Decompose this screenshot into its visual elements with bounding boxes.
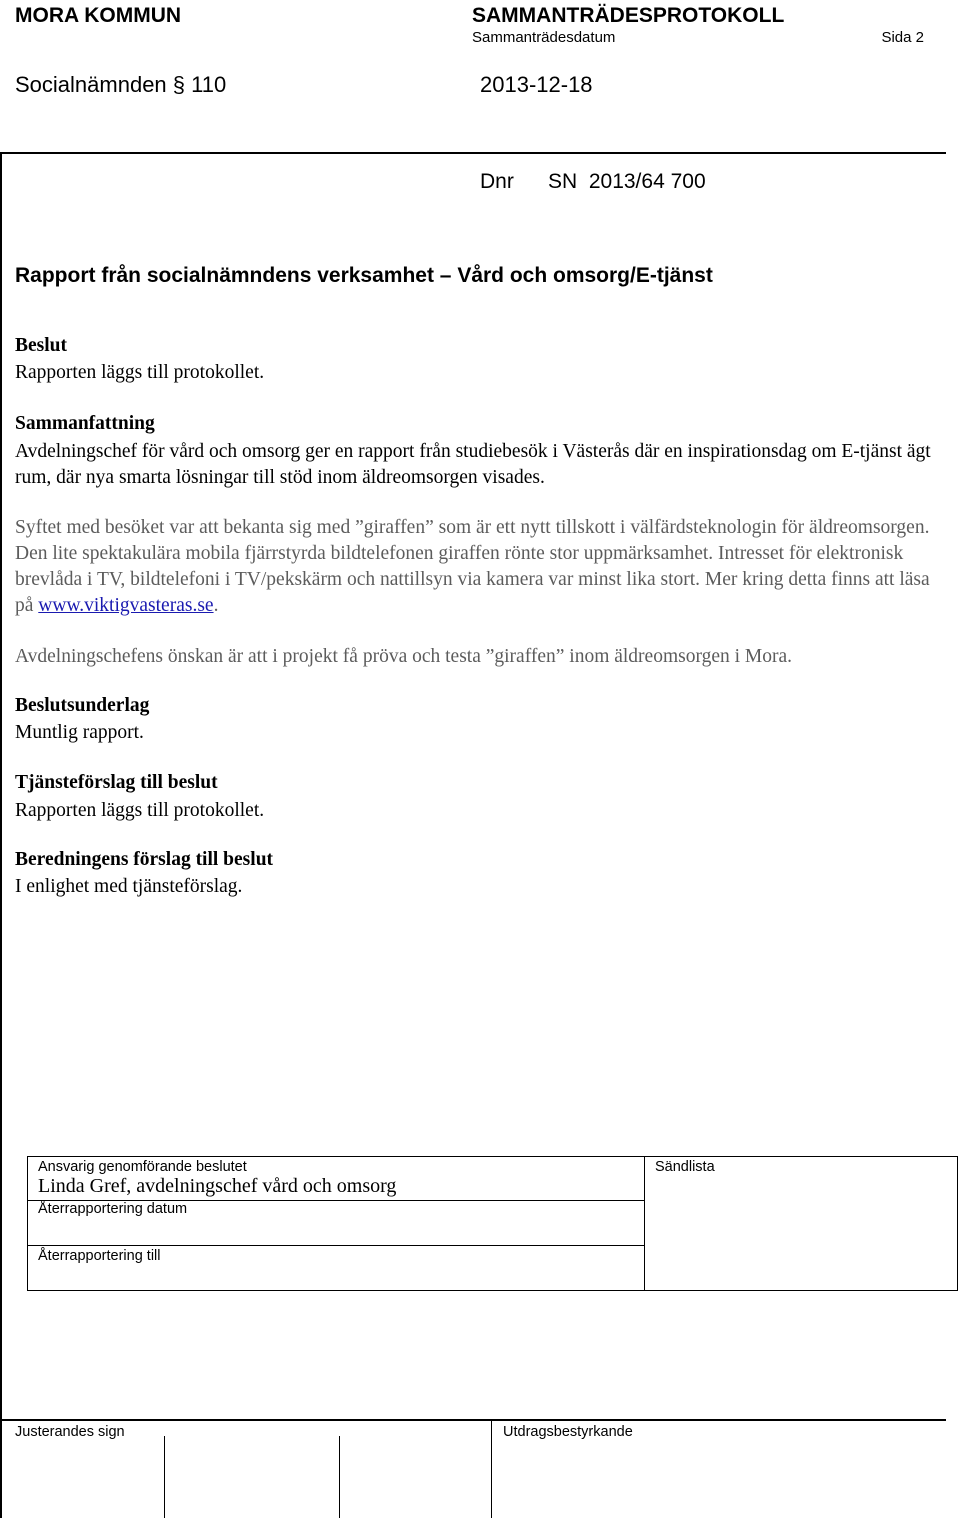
sandlista-label: Sändlista bbox=[655, 1159, 715, 1175]
syfte-paragraph bbox=[15, 515, 935, 619]
document-type: SAMMANTRÄDESPROTOKOLL bbox=[472, 4, 785, 27]
municipality-name: MORA KOMMUN bbox=[15, 4, 182, 27]
responsibility-table bbox=[27, 1156, 958, 1291]
sandlista-cell bbox=[645, 1157, 958, 1291]
diary-number bbox=[480, 170, 706, 194]
beslut-heading: Beslut bbox=[15, 335, 68, 356]
tjansteforslag-heading: Tjänsteförslag till beslut bbox=[15, 772, 218, 793]
beredning-text: I enlighet med tjänsteförslag. bbox=[15, 876, 243, 897]
tjansteforslag-text: Rapporten läggs till protokollet. bbox=[15, 800, 265, 821]
footer-divider-2 bbox=[339, 1436, 340, 1518]
viktigvasteras-link[interactable]: www.viktigvasteras.se bbox=[38, 595, 214, 616]
footer-divider-3 bbox=[491, 1421, 492, 1518]
aterrapportering-till-cell bbox=[28, 1246, 645, 1291]
frame-left-line bbox=[0, 152, 2, 1518]
syfte-text: Syftet med besöket var att bekanta sig med ”giraffen” som är ett nytt tillskott i välfärdsteknologin för äldreomsorgen. bbox=[15, 517, 930, 538]
diary-number-value: SN 2013/64 700 bbox=[548, 170, 706, 193]
beslutsunderlag-text: Muntlig rapport. bbox=[15, 722, 144, 743]
footer-top-line bbox=[0, 1419, 946, 1421]
ansvarig-label: Ansvarig genomförande beslutet bbox=[38, 1159, 247, 1175]
after-link-text: . bbox=[213, 595, 219, 616]
page-number: Sida 2 bbox=[881, 29, 924, 46]
document-title: Rapport från socialnämndens verksamhet – Vård och omsorg/E-tjänst bbox=[15, 264, 713, 287]
beslutsunderlag-heading: Beslutsunderlag bbox=[15, 695, 150, 716]
meeting-date: 2013-12-18 bbox=[480, 72, 593, 97]
beredning-heading: Beredningens förslag till beslut bbox=[15, 849, 274, 870]
board-paragraph: Socialnämnden § 110 bbox=[15, 72, 227, 97]
frame-top-line bbox=[0, 152, 946, 154]
giraffen-text: Den lite spektakulära mobila fjärrstyrda bildtelefonen giraffen rönte stor uppmärksamhet. Intresset för elektronisk brevlåda i TV, bildtelefoni i TV/pekskärm och nattillsyn via kamera var minst lika stort. Mer kring detta finns att läsa på bbox=[15, 543, 930, 616]
sammanfattning-heading: Sammanfattning bbox=[15, 413, 155, 434]
aterrapportering-datum-cell bbox=[28, 1201, 645, 1246]
beslut-text: Rapporten läggs till protokollet. bbox=[15, 362, 265, 383]
aterrapportering-till-label: Återrapportering till bbox=[38, 1248, 161, 1264]
justerandes-sign-label: Justerandes sign bbox=[15, 1424, 125, 1440]
onskan-text: Avdelningschefens önskan är att i projekt få pröva och testa ”giraffen” inom äldreomsorgen i Mora. bbox=[15, 646, 793, 667]
utdragsbestyrkande-label: Utdragsbestyrkande bbox=[503, 1424, 633, 1440]
meeting-date-label: Sammanträdesdatum bbox=[472, 29, 616, 46]
diary-number-label: Dnr bbox=[480, 170, 514, 193]
sammanfattning-text: Avdelningschef för vård och omsorg ger en rapport från studiebesök i Västerås där en inspirationsdag om E-tjänst ägt rum, där nya smarta lösningar till stöd inom äldreomsorgen visades. bbox=[15, 441, 931, 488]
ansvarig-cell bbox=[28, 1157, 645, 1201]
footer-divider-1 bbox=[164, 1436, 165, 1518]
aterrapportering-datum-label: Återrapportering datum bbox=[38, 1201, 188, 1217]
ansvarig-value: Linda Gref, avdelningschef vård och omsorg bbox=[38, 1175, 397, 1197]
